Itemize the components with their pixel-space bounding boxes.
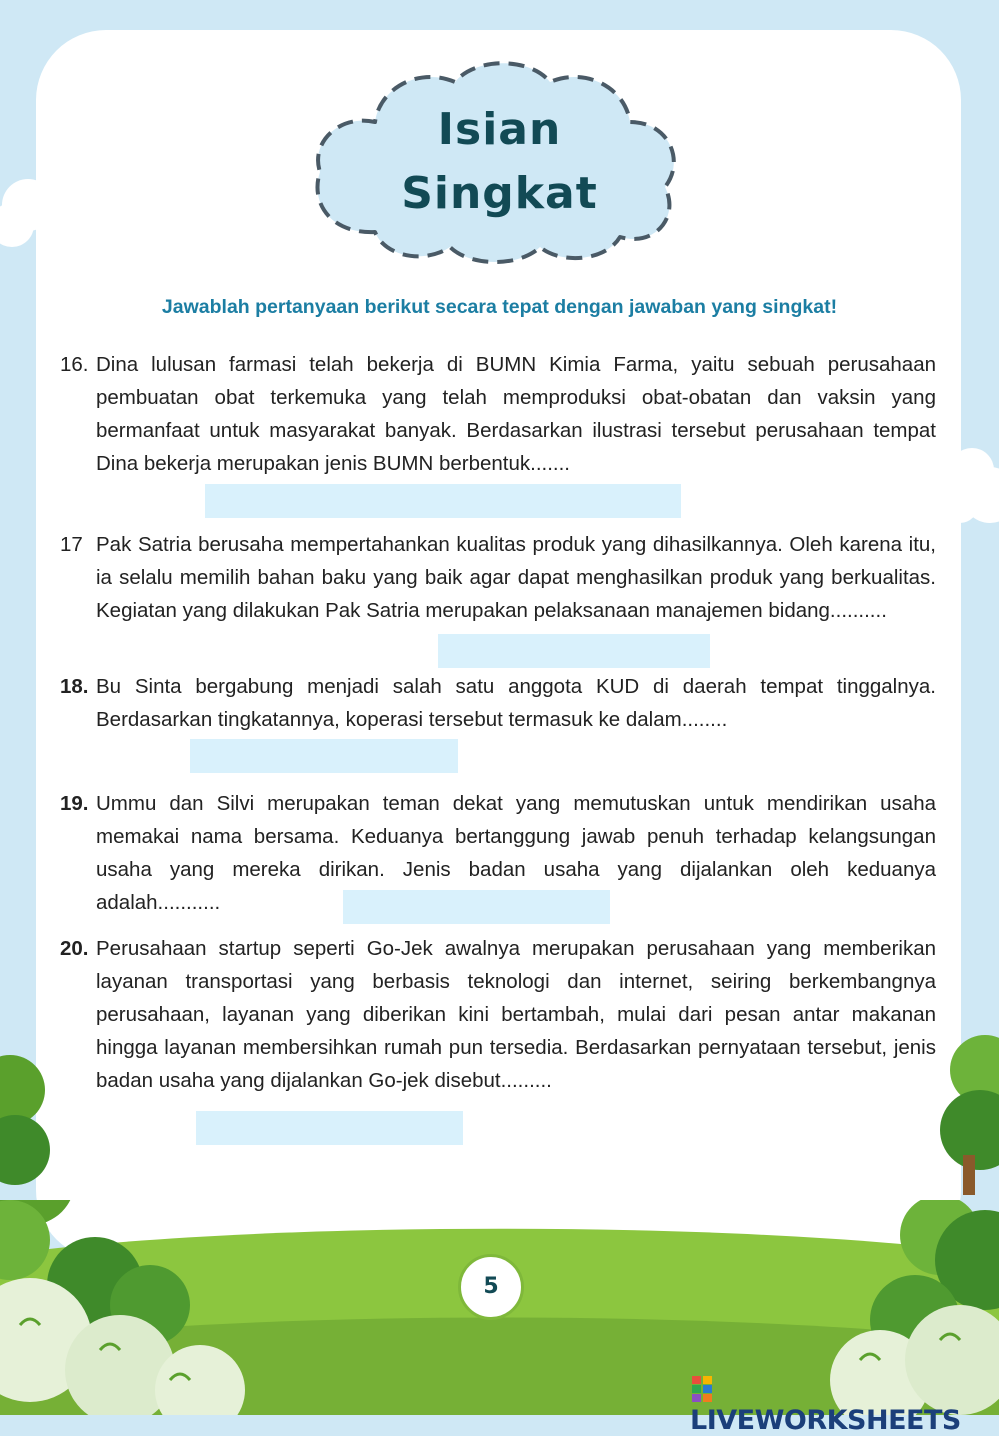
answer-input-19[interactable] — [343, 890, 610, 924]
page-title-line1: Isian — [437, 104, 562, 155]
page-number-badge: 5 — [458, 1254, 524, 1320]
question-number: 16. — [60, 353, 89, 376]
page-title-line2: Singkat — [401, 168, 598, 219]
bush-upper-left-icon — [0, 1050, 50, 1200]
answer-input-16[interactable] — [205, 484, 681, 518]
question-text: Dina lulusan farmasi telah bekerja di BUMN Kimia Farma, yaitu sebuah perusahaan pembuatan obat terkemuka yang telah memproduksi obat-obatan dan vaksin yang bermanfaat untuk masyarakat banyak. Berdasarkan ilustrasi tersebut perusahaan tempat Dina bekerja merupakan jenis BUMN berbentuk....... — [96, 353, 936, 475]
question-text: Ummu dan Silvi merupakan teman dekat yang memutuskan untuk mendirikan usaha memakai nama bersama. Keduanya bertanggung jawab penuh terhadap kelangsungan usaha yang mereka dirikan. Jenis badan usaha yang dijalankan oleh keduanya adalah........... — [96, 792, 936, 914]
question-number: 19. — [60, 792, 89, 815]
question-text: Pak Satria berusaha mempertahankan kualitas produk yang dihasilkannya. Oleh karena itu, ia selalu memilih bahan baku yang baik agar dapat menghasilkan produk yang berkualitas. Kegiatan yang dilakukan Pak Satria merupakan pelaksanaan manajemen bidang.......... — [96, 533, 936, 622]
question-18 — [60, 670, 936, 736]
watermark — [690, 1372, 990, 1436]
bush-upper-right-icon — [935, 1030, 999, 1210]
answer-input-18[interactable] — [190, 739, 458, 773]
instruction-text: Jawablah pertanyaan berikut secara tepat dengan jawaban yang singkat! — [161, 296, 838, 318]
question-20 — [60, 932, 936, 1097]
title-cloud-icon — [305, 52, 685, 272]
question-number: 20. — [60, 937, 89, 960]
question-17 — [60, 528, 936, 627]
liveworksheets-logo-icon — [690, 1374, 714, 1404]
question-16 — [60, 348, 936, 480]
question-number: 18. — [60, 675, 89, 698]
answer-input-17[interactable] — [438, 634, 710, 668]
answer-input-20[interactable] — [196, 1111, 463, 1145]
watermark-text: LIVEWORKSHEETS — [690, 1404, 961, 1436]
question-number: 17 — [60, 533, 83, 556]
question-text: Perusahaan startup seperti Go-Jek awalnya merupakan perusahaan yang memberikan layanan transportasi yang berbasis teknologi dan internet, seiring berkembangnya perusahaan, layanan yang diberikan kini bertambah, mulai dari pesan antar makanan hingga layanan membersihkan rumah pun tersedia. Berdasarkan pernyataan tersebut, jenis badan usaha yang dijalankan Go-jek disebut......... — [96, 937, 936, 1092]
question-text: Bu Sinta bergabung menjadi salah satu anggota KUD di daerah tempat tinggalnya. Berdasarkan tingkatannya, koperasi tersebut termasuk ke dalam........ — [96, 675, 936, 731]
